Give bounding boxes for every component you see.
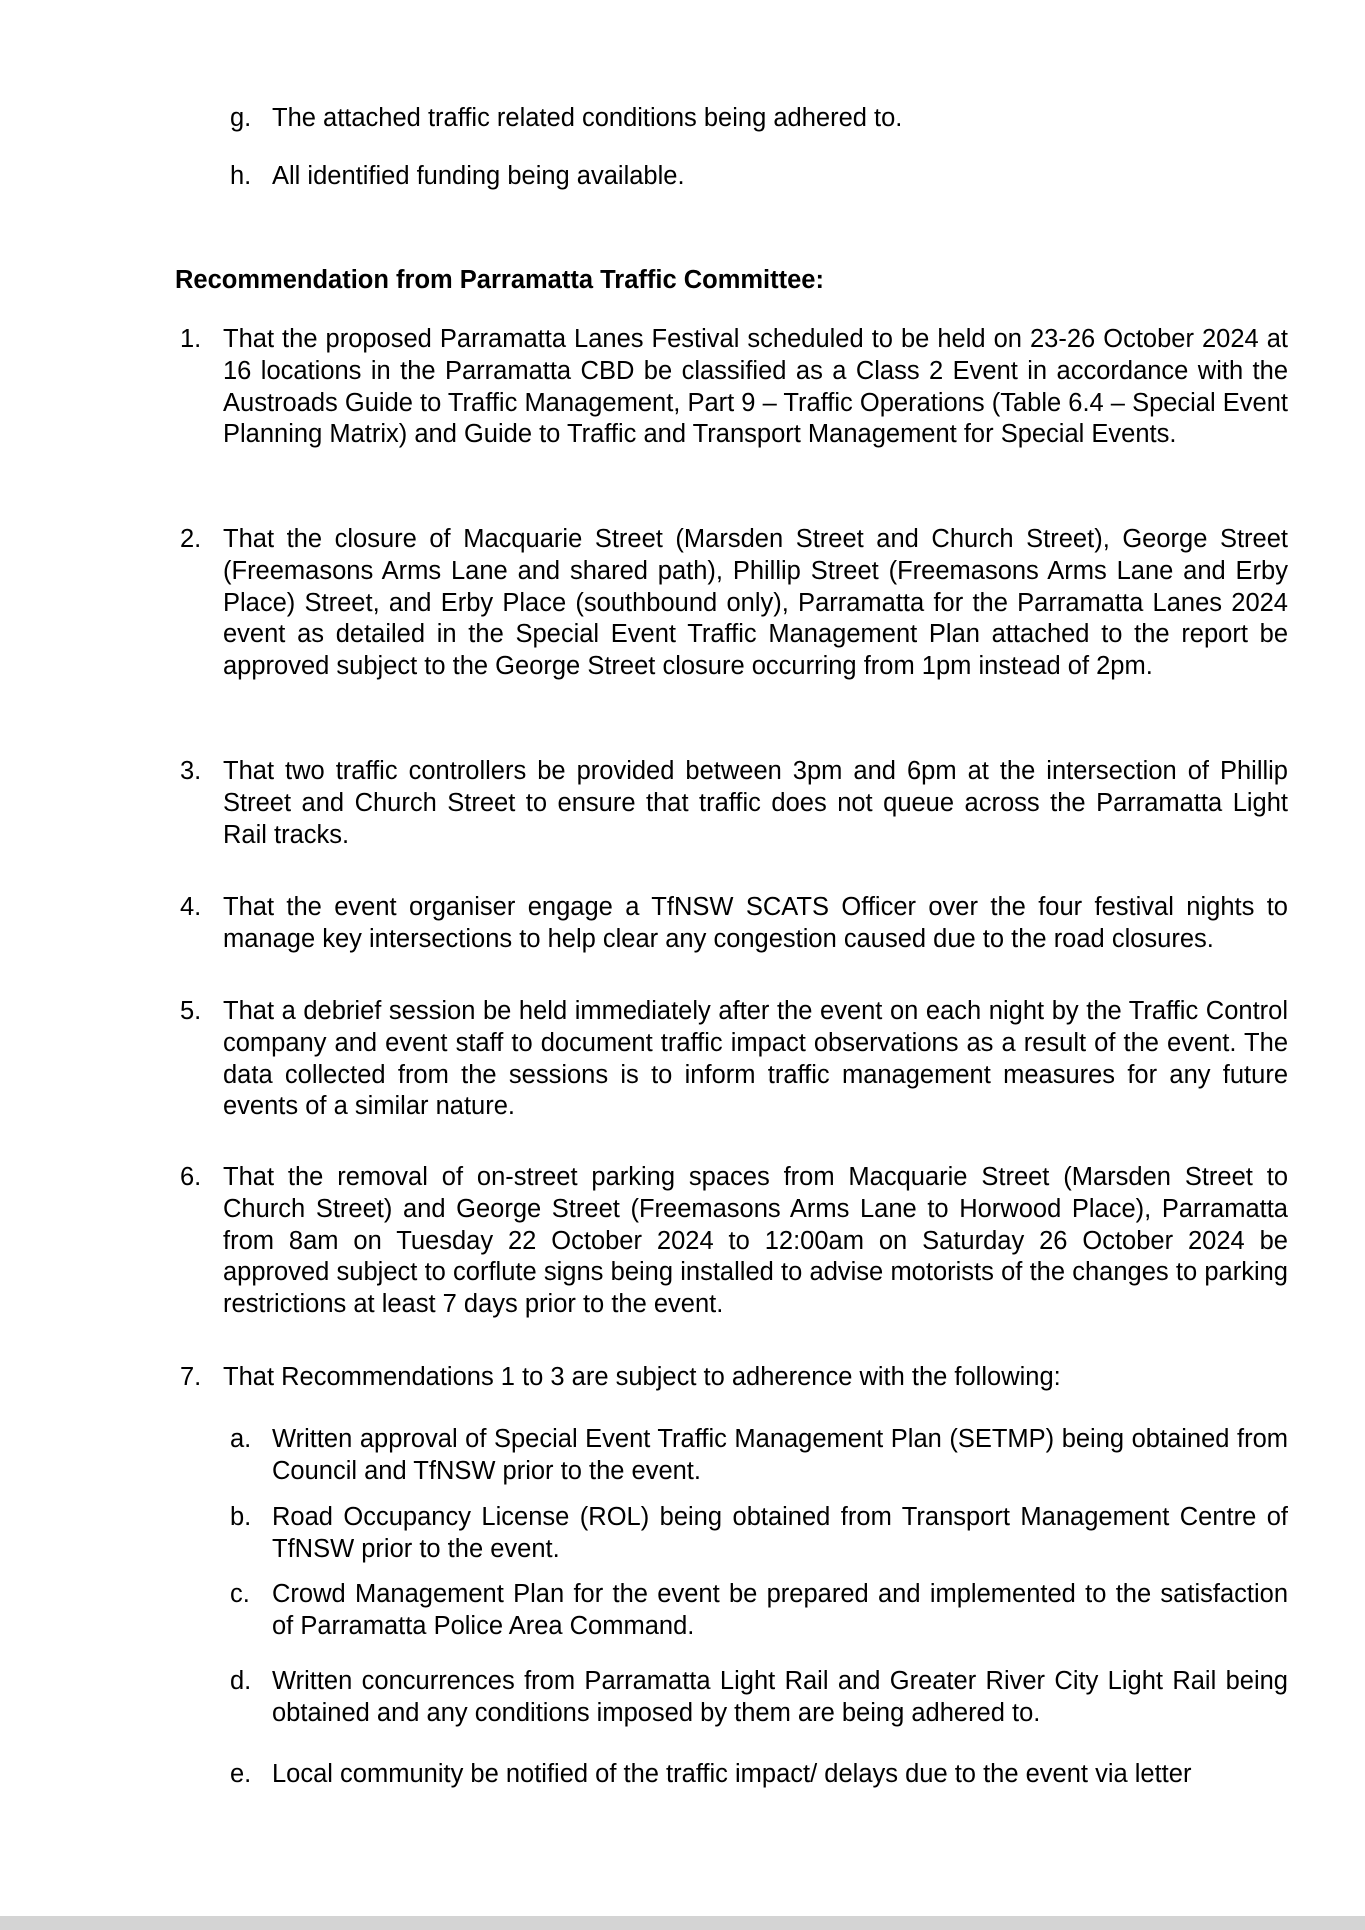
item-label: c.: [230, 1580, 250, 1608]
recommendation-item: [180, 524, 1288, 683]
condition-item: [230, 1424, 1288, 1488]
item-label: 1.: [180, 325, 202, 353]
list-item: [230, 161, 1288, 193]
item-label: b.: [230, 1503, 252, 1531]
item-label: a.: [230, 1425, 252, 1453]
item-text: That the closure of Macquarie Street (Marsden Street and Church Street), George Street (Freemasons Arms Lane and shared path), Phillip Street (Freemasons Arms Lane and Erby Place) Street, and Erby Place (southbound only), Parramatta for the Parramatta Lanes 2024 event as detailed in the Special Event Traffic Management Plan attached to the report be approved subject to the George Street closure occurring from 1pm instead of 2pm.: [223, 525, 1288, 681]
item-label: 7.: [180, 1363, 202, 1391]
item-label: 5.: [180, 997, 202, 1025]
item-label: g.: [230, 104, 252, 132]
condition-item: [230, 1666, 1288, 1730]
item-text: That the proposed Parramatta Lanes Festival scheduled to be held on 23-26 October 2024 at 16 locations in the Parramatta CBD be classified as a Class 2 Event in accordance with the Austroads Guide to Traffic Management, Part 9 – Traffic Operations (Table 6.4 – Special Event Planning Matrix) and Guide to Traffic and Transport Management for Special Events.: [223, 325, 1288, 449]
page-bottom-edge: [0, 1916, 1365, 1930]
item-label: e.: [230, 1760, 252, 1788]
item-text: That Recommendations 1 to 3 are subject to adherence with the following:: [223, 1363, 1061, 1391]
item-label: h.: [230, 162, 252, 190]
recommendation-item: [180, 324, 1288, 451]
recommendation-item: [180, 892, 1288, 956]
recommendation-item: [180, 1362, 1288, 1394]
recommendation-item: [180, 756, 1288, 851]
item-text: Road Occupancy License (ROL) being obtained from Transport Management Centre of TfNSW prior to the event.: [272, 1503, 1288, 1563]
item-text: Crowd Management Plan for the event be prepared and implemented to the satisfaction of Parramatta Police Area Command.: [272, 1580, 1288, 1640]
item-label: d.: [230, 1667, 252, 1695]
item-label: 2.: [180, 525, 202, 553]
item-text: The attached traffic related conditions being adhered to.: [272, 104, 903, 132]
item-text: That the removal of on-street parking spaces from Macquarie Street (Marsden Street to Church Street) and George Street (Freemasons Arms Lane to Horwood Place), Parramatta from 8am on Tuesday 22 October 2024 to 12:00am on Saturday 26 October 2024 be approved subject to corflute signs being installed to advise motorists of the changes to parking restrictions at least 7 days prior to the event.: [223, 1163, 1288, 1319]
item-text: That the event organiser engage a TfNSW SCATS Officer over the four festival nights to manage key intersections to help clear any congestion caused due to the road closures.: [223, 893, 1288, 953]
section-heading: Recommendation from Parramatta Traffic Committee:: [175, 266, 824, 294]
recommendation-item: [180, 996, 1288, 1123]
recommendation-item: [180, 1162, 1288, 1321]
list-item: [230, 103, 1288, 135]
item-label: 3.: [180, 757, 202, 785]
item-text: Local community be notified of the traffic impact/ delays due to the event via letter: [272, 1760, 1192, 1788]
item-text: Written concurrences from Parramatta Light Rail and Greater River City Light Rail being obtained and any conditions imposed by them are being adhered to.: [272, 1667, 1288, 1727]
item-text: That a debrief session be held immediately after the event on each night by the Traffic Control company and event staff to document traffic impact observations as a result of the event. The data collected from the sessions is to inform traffic management measures for any future events of a similar nature.: [223, 997, 1288, 1121]
item-text: That two traffic controllers be provided between 3pm and 6pm at the intersection of Phillip Street and Church Street to ensure that traffic does not queue across the Parramatta Light Rail tracks.: [223, 757, 1288, 849]
item-text: Written approval of Special Event Traffic Management Plan (SETMP) being obtained from Council and TfNSW prior to the event.: [272, 1425, 1288, 1485]
item-text: All identified funding being available.: [272, 162, 685, 190]
item-label: 4.: [180, 893, 202, 921]
condition-item: [230, 1759, 1288, 1791]
condition-item: [230, 1502, 1288, 1566]
item-label: 6.: [180, 1163, 202, 1191]
condition-item: [230, 1579, 1288, 1643]
